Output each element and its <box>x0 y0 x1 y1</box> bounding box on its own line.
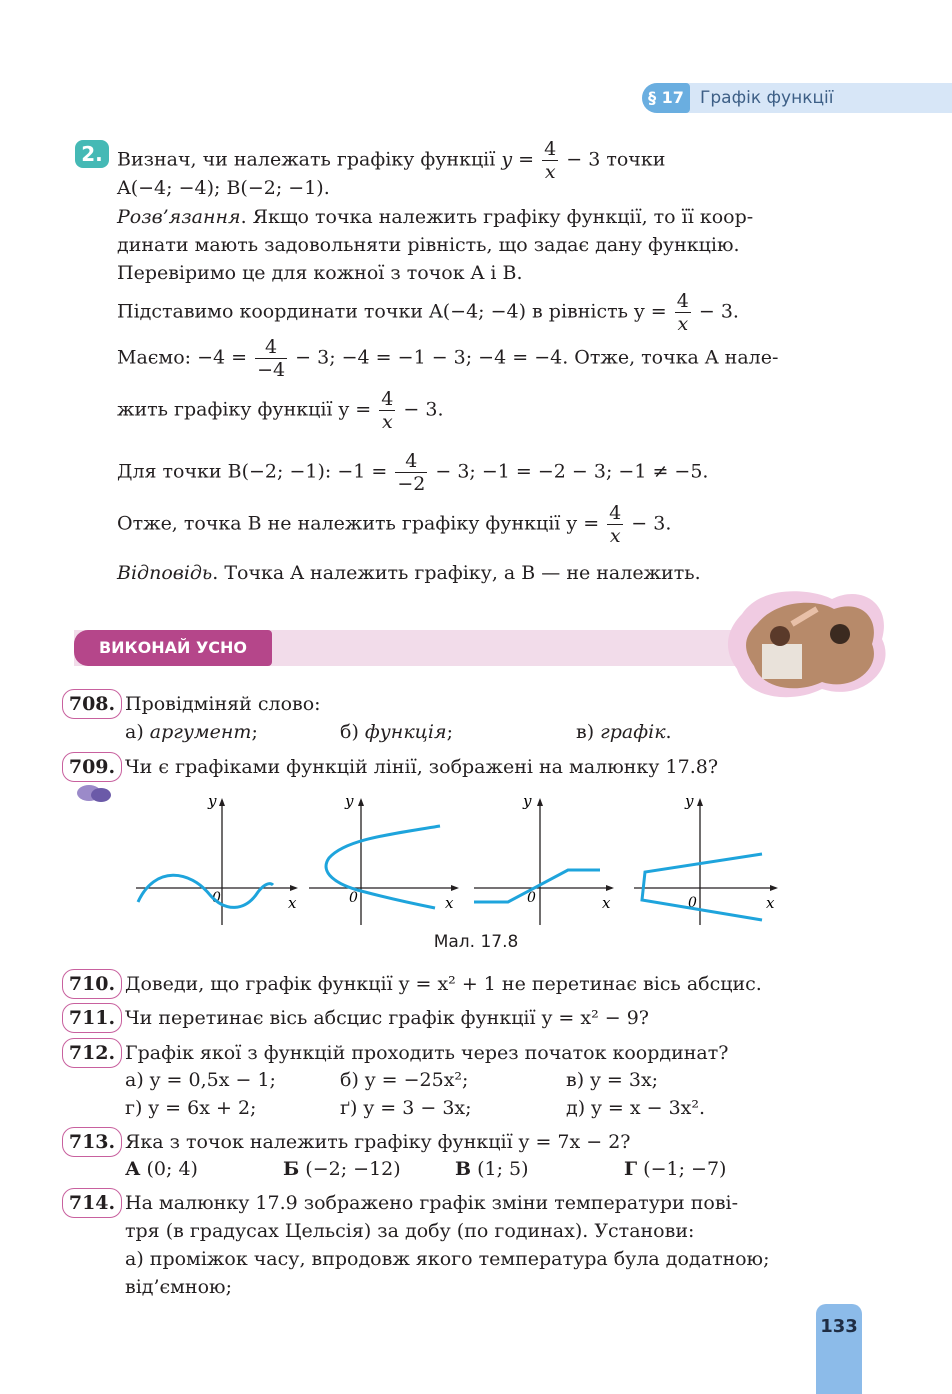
exercise-712-option-e: ґ) y = 3 − 3x; <box>340 1097 472 1119</box>
svg-text:0: 0 <box>527 890 536 906</box>
oral-section-label: ВИКОНАЙ УСНО <box>74 630 272 666</box>
exercise-714-line4: від’ємною; <box>125 1276 232 1298</box>
exercise-714-line1: На малюнку 17.9 зображено графік зміни температури пові- <box>125 1192 739 1214</box>
svg-text:y: y <box>523 792 532 810</box>
figure-17-8-graph-2 <box>305 790 465 930</box>
fraction-4-over-x: $\frac{4}{x}$ <box>544 138 557 183</box>
example-statement-line1: Визнач, чи належать графіку функції y = $\frac{4}{x}$ − 3 точки <box>117 138 666 183</box>
exercise-710-number: 710. <box>62 969 122 999</box>
section-title: Графік функції <box>700 88 834 108</box>
exercise-708-option-a: а) аргумент; <box>125 721 258 743</box>
page-number: 133 <box>820 1316 858 1337</box>
y-axis-label: y <box>208 792 217 810</box>
figure-17-8-graph-1 <box>130 790 300 930</box>
svg-text:0: 0 <box>349 890 358 906</box>
exercise-709-number: 709. <box>62 752 122 782</box>
svg-text:y: y <box>345 792 354 810</box>
exercise-713-option-b: Б (−2; −12) <box>283 1158 401 1180</box>
students-photo <box>722 584 892 704</box>
point-b-line: Для точки B(−2; −1): −1 = $\frac{4}{-2}$ − 3; −1 = −2 − 3; −1 ≠ −5. <box>117 450 709 495</box>
exercise-713-option-c: В (1; 5) <box>455 1158 529 1180</box>
svg-text:x: x <box>602 894 611 912</box>
example-statement-line2: A(−4; −4); B(−2; −1). <box>117 177 330 199</box>
solution-line3: Перевіримо це для кожної з точок A і B. <box>117 262 523 284</box>
example-number-badge: 2. <box>75 140 109 168</box>
exercise-708-option-c: в) графік. <box>576 721 672 743</box>
exercise-714-line2: тря (в градусах Цельсія) за добу (по годинах). Установи: <box>125 1220 695 1242</box>
exercise-712-option-c: в) y = 3x; <box>566 1069 659 1091</box>
exercise-714-number: 714. <box>62 1188 122 1218</box>
exercise-712-option-f: д) y = x − 3x². <box>566 1097 706 1119</box>
exercise-711-number: 711. <box>62 1003 122 1033</box>
section-number-badge: § 17 <box>642 83 690 113</box>
figure-17-8-graph-4 <box>630 790 785 930</box>
discussion-icon <box>76 784 112 806</box>
exercise-712-option-b: б) y = −25x²; <box>340 1069 469 1091</box>
exercise-712-option-d: г) y = 6x + 2; <box>125 1097 257 1119</box>
exercise-709-text: Чи є графіками функцій лінії, зображені на малюнку 17.8? <box>125 756 719 778</box>
figure-17-8-graph-3 <box>470 790 620 930</box>
answer-line: Відповідь. Точка A належить графіку, а B — не належить. <box>117 562 701 584</box>
substitute-line: Підставимо координати точки A(−4; −4) в рівність y = $\frac{4}{x}$ − 3. <box>117 290 739 335</box>
svg-text:0: 0 <box>688 895 697 911</box>
exercise-708-text: Провідміняй слово: <box>125 693 321 715</box>
exercise-711-text: Чи перетинає вісь абсцис графік функції y = x² − 9? <box>125 1007 649 1029</box>
exercise-713-number: 713. <box>62 1127 122 1157</box>
svg-text:x: x <box>445 894 454 912</box>
belongs-line: жить графіку функції y = $\frac{4}{x}$ − 3. <box>117 388 444 433</box>
exercise-712-number: 712. <box>62 1038 122 1068</box>
exercise-713-text: Яка з точок належить графіку функції y = 7x − 2? <box>125 1131 631 1153</box>
exercise-713-option-a: А (0; 4) <box>125 1158 198 1180</box>
svg-text:x: x <box>766 894 775 912</box>
exercise-714-line3: а) проміжок часу, впродовж якого температура була додатною; <box>125 1248 770 1270</box>
exercise-708-option-b: б) функція; <box>340 721 453 743</box>
x-axis-label: x <box>288 894 297 912</box>
exercise-710-text: Доведи, що графік функції y = x² + 1 не перетинає вісь абсцис. <box>125 973 762 995</box>
have-line: Маємо: −4 = $\frac{4}{-4}$ − 3; −4 = −1 − 3; −4 = −4. Отже, точка A нале- <box>117 336 779 381</box>
exercise-708-number: 708. <box>62 689 122 719</box>
solution-line2: динати мають задовольняти рівність, що задає дану функцію. <box>117 234 740 256</box>
solution-line1: Розв’язання. Якщо точка належить графіку функції, то її коор- <box>117 206 754 228</box>
exercise-712-option-a: а) y = 0,5x − 1; <box>125 1069 276 1091</box>
exercise-712-text: Графік якої з функцій проходить через початок координат? <box>125 1042 729 1064</box>
conclusion-line: Отже, точка B не належить графіку функції y = $\frac{4}{x}$ − 3. <box>117 502 672 547</box>
figure-caption: Мал. 17.8 <box>433 932 519 952</box>
origin-label: 0 <box>212 890 221 906</box>
svg-text:y: y <box>685 792 694 810</box>
exercise-713-option-d: Г (−1; −7) <box>624 1158 727 1180</box>
